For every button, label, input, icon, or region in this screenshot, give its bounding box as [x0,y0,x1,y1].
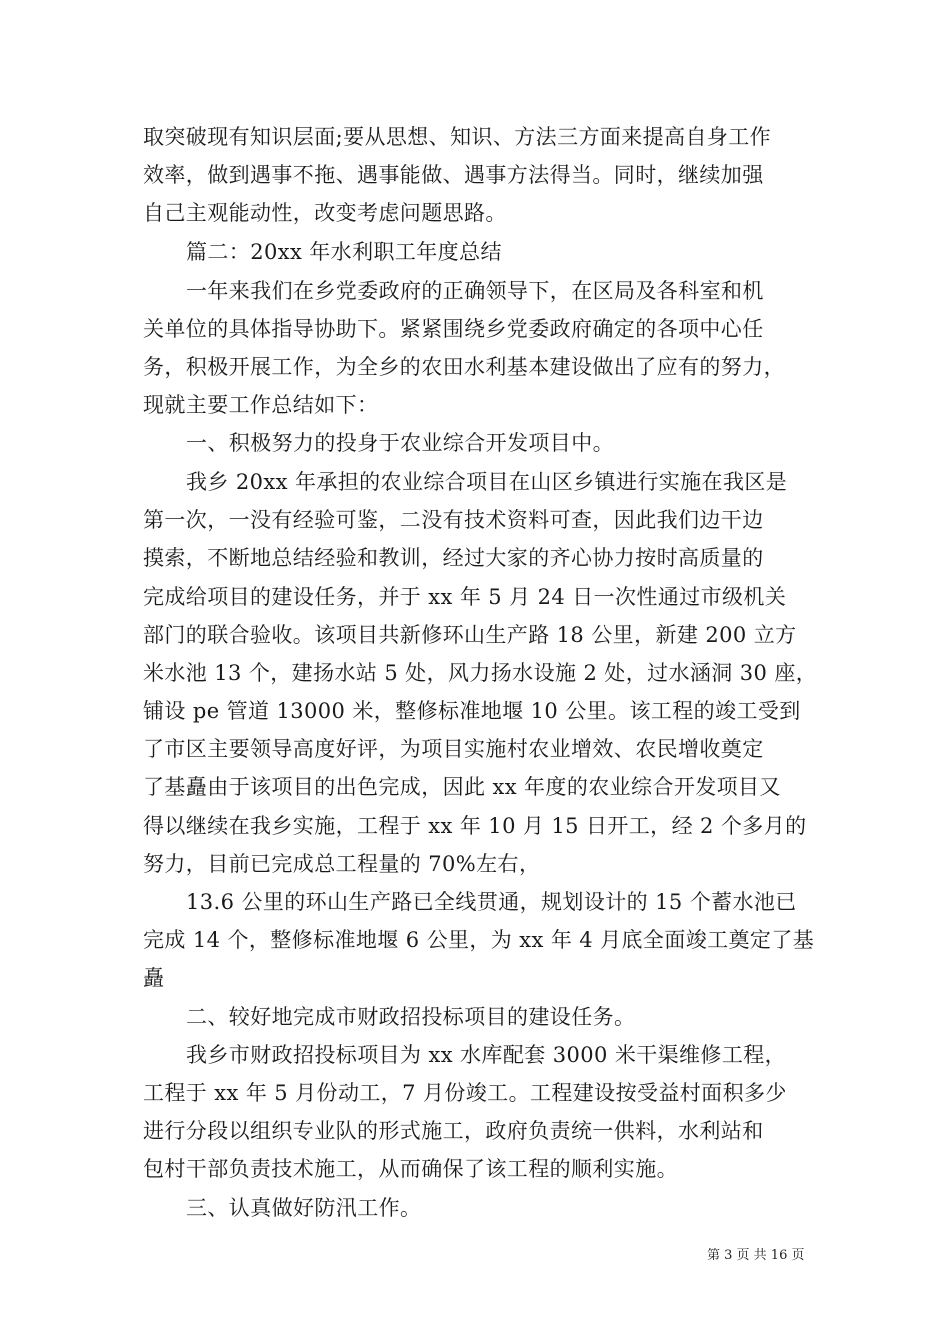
text-line: 自己主观能动性，改变考虑问题思路。 [143,201,507,225]
text-line: 摸索，不断地总结经验和教训，经过大家的齐心协力按时高质量的 [143,546,764,570]
text-line: 得以继续在我乡实施，工程于 xx 年 10 月 15 日开工，经 2 个多月的 [143,814,807,838]
text-line: 我乡 20xx 年承担的农业综合项目在山区乡镇进行实施在我区是 [186,470,788,494]
text-line: 矗 [143,966,165,990]
text-line: 进行分段以组织专业队的形式施工，政府负责统一供料，水利站和 [143,1119,764,1143]
text-line: 务，积极开展工作，为全乡的农田水利基本建设做出了应有的努力， [143,355,785,379]
text-line: 了市区主要领导高度好评，为项目实施村农业增效、农民增收奠定 [143,737,764,761]
text-line: 我乡市财政招投标项目为 xx 水库配套 3000 米干渠维修工程， [186,1043,787,1067]
text-line: 关单位的具体指导协助下。紧紧围绕乡党委政府确定的各项中心任 [143,317,764,341]
text-line: 完成给项目的建设任务，并于 xx 年 5 月 24 日一次性通过市级机关 [143,585,787,609]
text-line: 了基矗由于该项目的出色完成，因此 xx 年度的农业综合开发项目又 [143,775,781,799]
text-line: 工程于 xx 年 5 月份动工，7 月份竣工。工程建设按受益村面积多少 [143,1081,787,1105]
section-heading: 一、积极努力的投身于农业综合开发项目中。 [186,431,614,455]
text-line: 完成 14 个，整修标准地堰 6 公里，为 xx 年 4 月底全面竣工奠定了基 [143,928,815,952]
text-line: 包村干部负责技术施工，从而确保了该工程的顺利实施。 [143,1157,678,1181]
text-line: 13.6 公里的环山生产路已全线贯通，规划设计的 15 个蓄水池已 [186,890,797,914]
text-line: 取突破现有知识层面;要从思想、知识、方法三方面来提高自身工作 [143,125,772,149]
text-line: 努力，目前已完成总工程量的 70%左右， [143,852,541,876]
text-line: 部门的联合验收。该项目共新修环山生产路 18 公里，新建 200 立方 [143,623,797,647]
text-line: 米水池 13 个，建扬水站 5 处，风力扬水设施 2 处，过水涵洞 30 座， [143,661,818,685]
section-heading: 二、较好地完成市财政招投标项目的建设任务。 [186,1005,636,1029]
text-line: 铺设 pe 管道 13000 米，整修标准地堰 10 公里。该工程的竣工受到 [143,699,801,723]
text-line: 现就主要工作总结如下： [143,393,379,417]
section-heading: 三、认真做好防汛工作。 [186,1196,422,1220]
text-line: 效率，做到遇事不拖、遇事能做、遇事方法得当。同时，继续加强 [143,163,764,187]
section-heading: 篇二：20xx 年水利职工年度总结 [186,240,502,264]
page-number: 第 3 页 共 16 页 [707,1248,805,1263]
text-line: 一年来我们在乡党委政府的正确领导下，在区局及各科室和机 [186,279,764,303]
text-line: 第一次，一没有经验可鉴，二没有技术资料可查，因此我们边干边 [143,508,764,532]
